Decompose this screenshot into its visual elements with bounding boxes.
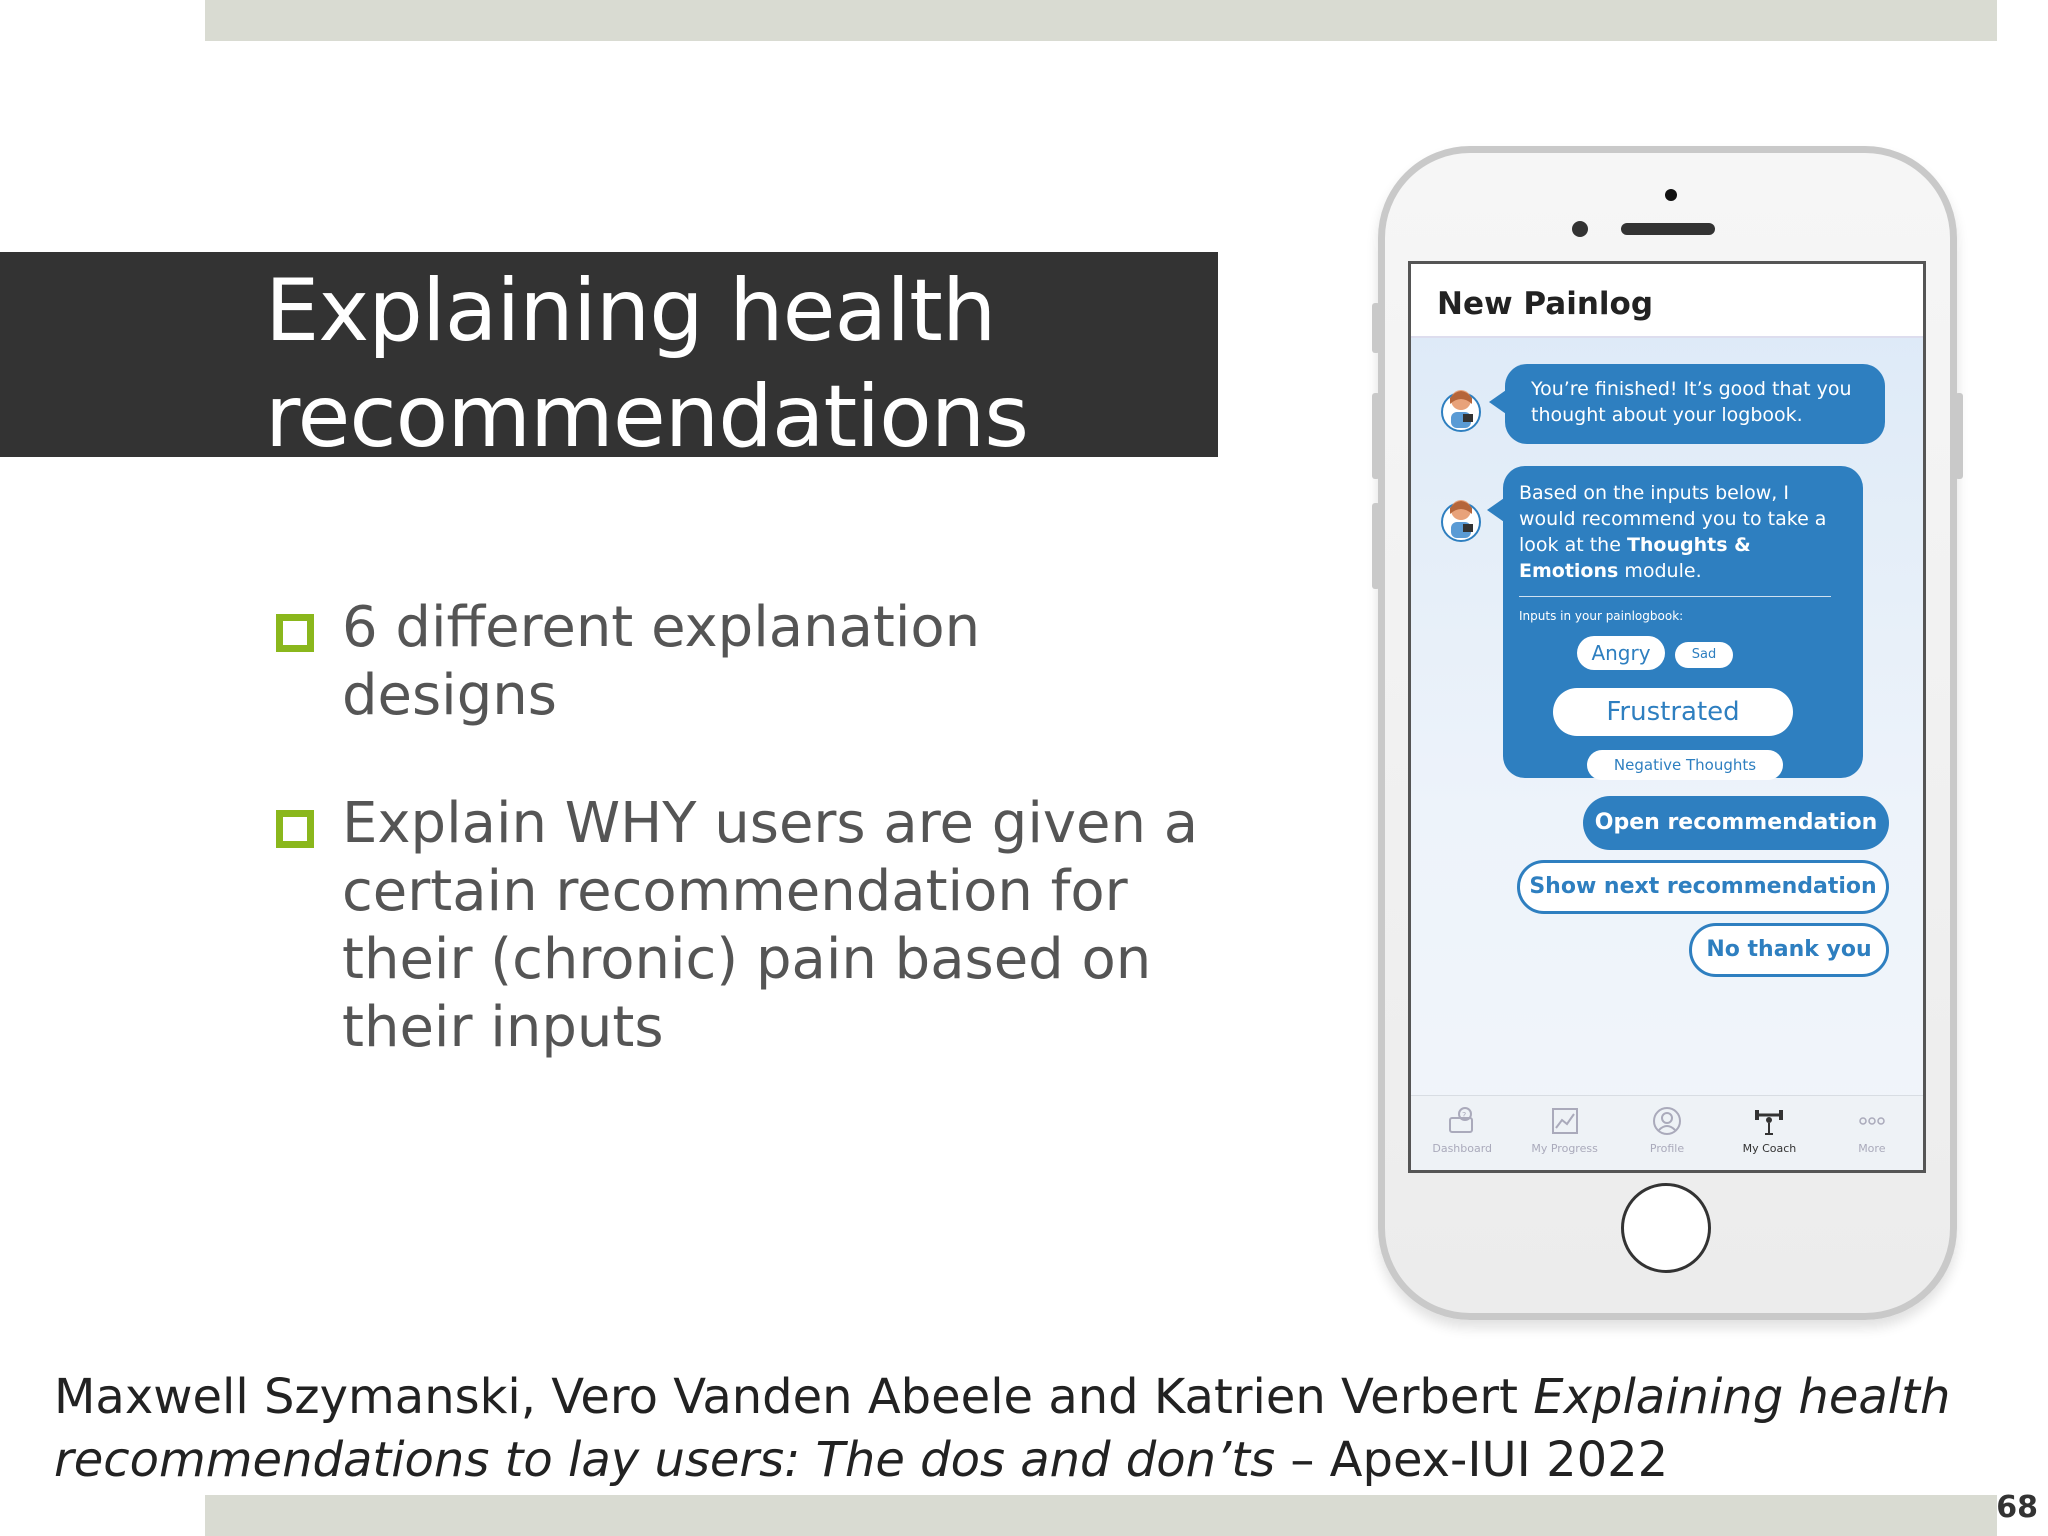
top-decorative-bar <box>205 0 1997 41</box>
tab-more[interactable] <box>1821 1096 1923 1170</box>
dashboard-icon <box>1445 1104 1479 1138</box>
app-title: New Painlog <box>1437 286 1654 322</box>
tab-dashboard[interactable] <box>1411 1096 1513 1170</box>
phone-volume-up <box>1372 393 1380 479</box>
tag-frustrated: Frustrated <box>1553 688 1793 736</box>
phone-speaker <box>1621 223 1715 235</box>
title-line-1: Explaining health <box>265 261 996 361</box>
phone-side-button <box>1372 303 1380 353</box>
profile-icon <box>1650 1104 1684 1138</box>
title-banner <box>0 252 1218 467</box>
coach-avatar-icon <box>1441 492 1481 544</box>
chat-bubble-message-2 <box>1503 466 1863 778</box>
no-thank-you-button[interactable]: No thank you <box>1689 923 1889 977</box>
bullet-text: 6 different explanation designs <box>342 595 981 728</box>
more-icon <box>1855 1104 1889 1138</box>
title-line-2: recommendations <box>265 367 1029 467</box>
phone-sensor <box>1665 189 1677 201</box>
bullet-square-icon <box>276 810 314 848</box>
show-next-recommendation-button[interactable]: Show next recommendation <box>1517 860 1889 914</box>
bullet-square-icon <box>276 614 314 652</box>
coach-icon <box>1752 1104 1786 1138</box>
open-recommendation-button[interactable]: Open recommendation <box>1583 796 1889 850</box>
message-2-text: Based on the inputs below, I would recommend you to take a look at the <box>1519 482 1827 556</box>
bubble-divider <box>1519 596 1831 597</box>
phone-screen <box>1408 261 1926 1173</box>
tag-negative-thoughts: Negative Thoughts <box>1587 750 1783 780</box>
tab-label: My Coach <box>1742 1142 1797 1155</box>
tab-label: More <box>1858 1142 1886 1155</box>
message-2-module-name: Thoughts & Emotions <box>1519 534 1751 582</box>
phone-home-button <box>1621 1183 1711 1273</box>
phone-camera <box>1572 221 1588 237</box>
phone-volume-down <box>1372 503 1380 589</box>
chat-bubble-message-1 <box>1505 364 1885 444</box>
coach-avatar-icon <box>1441 382 1481 434</box>
citation-title: Explaining health recommendations to lay users: The dos and don’ts <box>54 1369 1951 1488</box>
tab-profile[interactable] <box>1616 1096 1718 1170</box>
tag-angry: Angry <box>1577 636 1665 670</box>
bottom-tab-bar <box>1411 1095 1923 1170</box>
citation-venue: – Apex-IUI 2022 <box>1275 1432 1669 1488</box>
tab-label: Dashboard <box>1432 1142 1493 1155</box>
tab-label: Profile <box>1649 1142 1685 1155</box>
bullet-item <box>276 594 1212 730</box>
tag-sad: Sad <box>1675 642 1733 668</box>
app-header <box>1411 264 1923 338</box>
bullet-text: Explain WHY users are given a certain recommendation for their (chronic) pain based on their inputs <box>342 791 1199 1060</box>
message-1-text: You’re finished! It’s good that you thought about your logbook. <box>1531 378 1852 426</box>
phone-mockup <box>1378 146 1957 1320</box>
bottom-decorative-bar <box>205 1495 1997 1536</box>
tab-my-progress[interactable] <box>1513 1096 1615 1170</box>
slide-title <box>265 258 1028 470</box>
bullet-item <box>276 790 1212 1062</box>
tab-my-coach[interactable] <box>1718 1096 1820 1170</box>
progress-icon <box>1548 1104 1582 1138</box>
phone-power-button <box>1955 393 1963 479</box>
inputs-label: Inputs in your painlogbook: <box>1519 609 1684 623</box>
svg-text:?: ? <box>1462 1111 1467 1120</box>
page-number: 68 <box>1996 1490 2038 1525</box>
citation <box>54 1366 1954 1492</box>
citation-authors: Maxwell Szymanski, Vero Vanden Abeele and Katrien Verbert <box>54 1369 1534 1425</box>
tab-label: My Progress <box>1531 1142 1598 1155</box>
message-2-suffix: module. <box>1618 560 1702 582</box>
